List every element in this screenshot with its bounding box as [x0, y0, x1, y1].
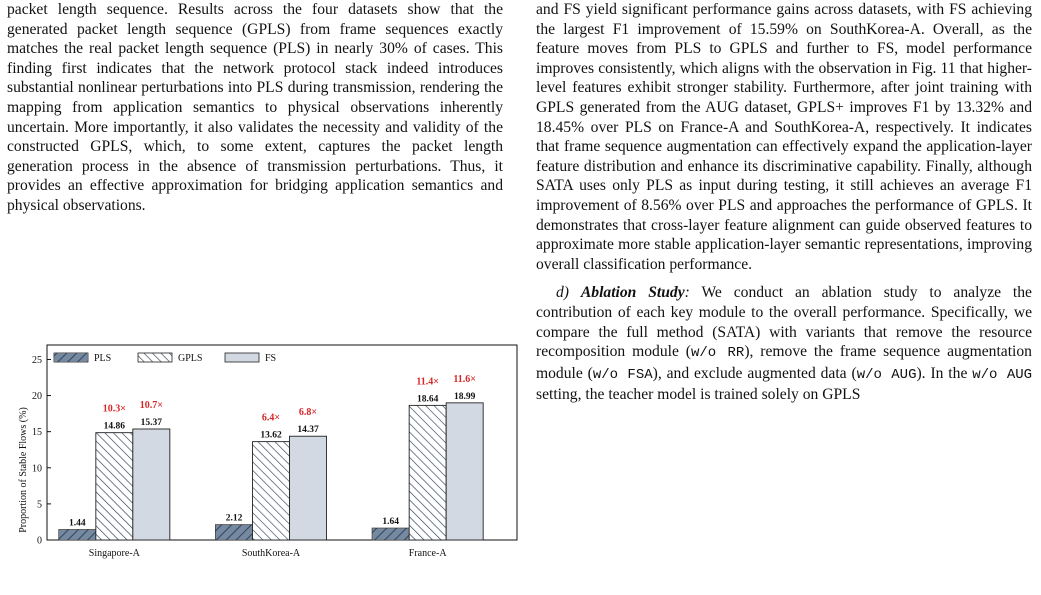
value-label-fs-southkorea-a: 14.37 [297, 425, 319, 436]
chart-bars [59, 374, 483, 540]
left-paragraph: packet length sequence. Results across the four datasets show that the generated packet length sequence (GPLS) from frame sequences exactly matches the real packet length sequence (PLS) in nearly 30% of cases. This finding first indicates that the network protocol stack indeed introduces substantial nonlinear perturbations into PLS during transmission, rendering the mapping from application semantics to physical observations inherently uncertain. More importantly, it also validates the necessity and validity of the constructed GPLS, which, to some extent, captures the packet length generation process in the absence of transmission perturbations. Thus, it provides an effective approximation for bridging application semantics and physical observations. [7, 1, 503, 214]
value-label-fs-france-a: 18.99 [453, 391, 476, 402]
bar-fs-southkorea-a [290, 436, 327, 540]
legend-label-gpls: GPLS [178, 353, 203, 364]
ratio-label-fs-southkorea-a: 6.8× [298, 407, 318, 419]
value-label-gpls-france-a: 18.64 [416, 394, 439, 405]
value-label-pls-southkorea-a: 2.12 [225, 513, 243, 524]
y-tick-label: 0 [37, 535, 42, 547]
y-axis-label: Proportion of Stable Flows (%) [18, 407, 29, 533]
y-tick-label: 15 [32, 427, 42, 439]
value-label-gpls-singapore-a: 14.86 [103, 421, 126, 432]
x-tick-label-france-a: France-A [408, 548, 447, 559]
ratio-label-fs-france-a: 11.6× [453, 373, 476, 385]
chart-legend [54, 353, 276, 364]
ratio-label-gpls-southkorea-a: 6.4× [261, 412, 281, 424]
code-w-o-aug-2: w/o AUG [972, 366, 1033, 383]
ablation-text-5: setting, the teacher model is trained solely on GPLS [536, 386, 861, 404]
ablation-heading-prefix: d) [556, 284, 581, 302]
bar-fs-france-a [446, 403, 483, 540]
y-tick-label: 25 [32, 354, 42, 366]
value-label-gpls-southkorea-a: 13.62 [260, 430, 282, 441]
bar-hatch-pls-france-a [372, 528, 409, 540]
legend-swatch-fs [225, 353, 259, 362]
ablation-text-4: ). In the [916, 364, 973, 382]
y-tick-label: 10 [32, 463, 42, 475]
right-paragraph: and FS yield significant performance gains across datasets, with FS achieving the largest F1 improvement of 15.59% on SouthKorea-A. Overall, as the feature moves from PLS to GPLS and further to FS, model performance improves consistently, which aligns with the observation in Fig. 11 that higher-level features exhibit stronger stability. Furthermore, after joint training with GPLS generated from the AUG dataset, GPLS+ improves F1 by 13.32% and 18.45% over PLS on France-A and SouthKorea-A, respectively. It indicates that frame sequence augmentation can effectively expand the application-layer feature distribution and enhance its discriminative capability. Finally, although SATA uses only PLS as input during testing, it still achieves an average F1 improvement of 8.56% over PLS and approaches the performance of GPLS. It demonstrates that cross-layer feature alignment can guide observed features to approximate more stable application-layer semantic representations, improving overall classification performance. [536, 1, 1032, 273]
y-tick-label: 20 [32, 391, 42, 403]
legend-swatch-hatch-pls [54, 353, 88, 362]
legend-label-pls: PLS [94, 353, 112, 364]
left-column [7, 0, 503, 216]
stable-flows-chart [0, 320, 520, 595]
ablation-heading: Ablation Study [580, 284, 685, 302]
ablation-text-3: ), and exclude augmented data ( [652, 364, 857, 382]
bar-gpls-southkorea-a [253, 442, 290, 540]
ratio-label-fs-singapore-a: 10.7× [139, 399, 163, 411]
y-tick-label: 5 [37, 499, 42, 511]
ablation-heading-suffix: : [684, 284, 690, 302]
ablation-paragraph [536, 283, 1032, 405]
x-tick-label-singapore-a: Singapore-A [88, 548, 140, 559]
bar-gpls-singapore-a [96, 433, 133, 540]
code-w-o-rr: w/o RR [690, 345, 745, 362]
bar-hatch-pls-singapore-a [59, 530, 96, 540]
code-w-o-fsa: w/o FSA [592, 366, 653, 383]
x-tick-label-southkorea-a: SouthKorea-A [241, 548, 301, 559]
bar-gpls-france-a [409, 405, 446, 540]
value-label-pls-france-a: 1.64 [382, 517, 399, 528]
value-label-fs-singapore-a: 15.37 [140, 417, 163, 428]
ratio-label-gpls-singapore-a: 10.3× [102, 403, 126, 415]
ablation-text-1: We conduct an ablation study to analyze the contribution of each key module to the overall performance. Specifically, we compare the full method (SATA) with variants that remove the resource recomposition module ( [536, 284, 1032, 361]
bar-fs-singapore-a [133, 429, 170, 540]
code-w-o-aug: w/o AUG [856, 366, 917, 383]
value-label-pls-singapore-a: 1.44 [69, 518, 86, 529]
ablation-text-2: ), remove the frame sequence augmentation module ( [536, 343, 1032, 382]
right-column [536, 0, 1032, 405]
legend-swatch-gpls [138, 353, 172, 362]
bar-hatch-pls-southkorea-a [216, 525, 253, 540]
stable-flows-figure [0, 320, 520, 595]
ratio-label-gpls-france-a: 11.4× [416, 376, 439, 388]
legend-label-fs: FS [265, 353, 277, 364]
